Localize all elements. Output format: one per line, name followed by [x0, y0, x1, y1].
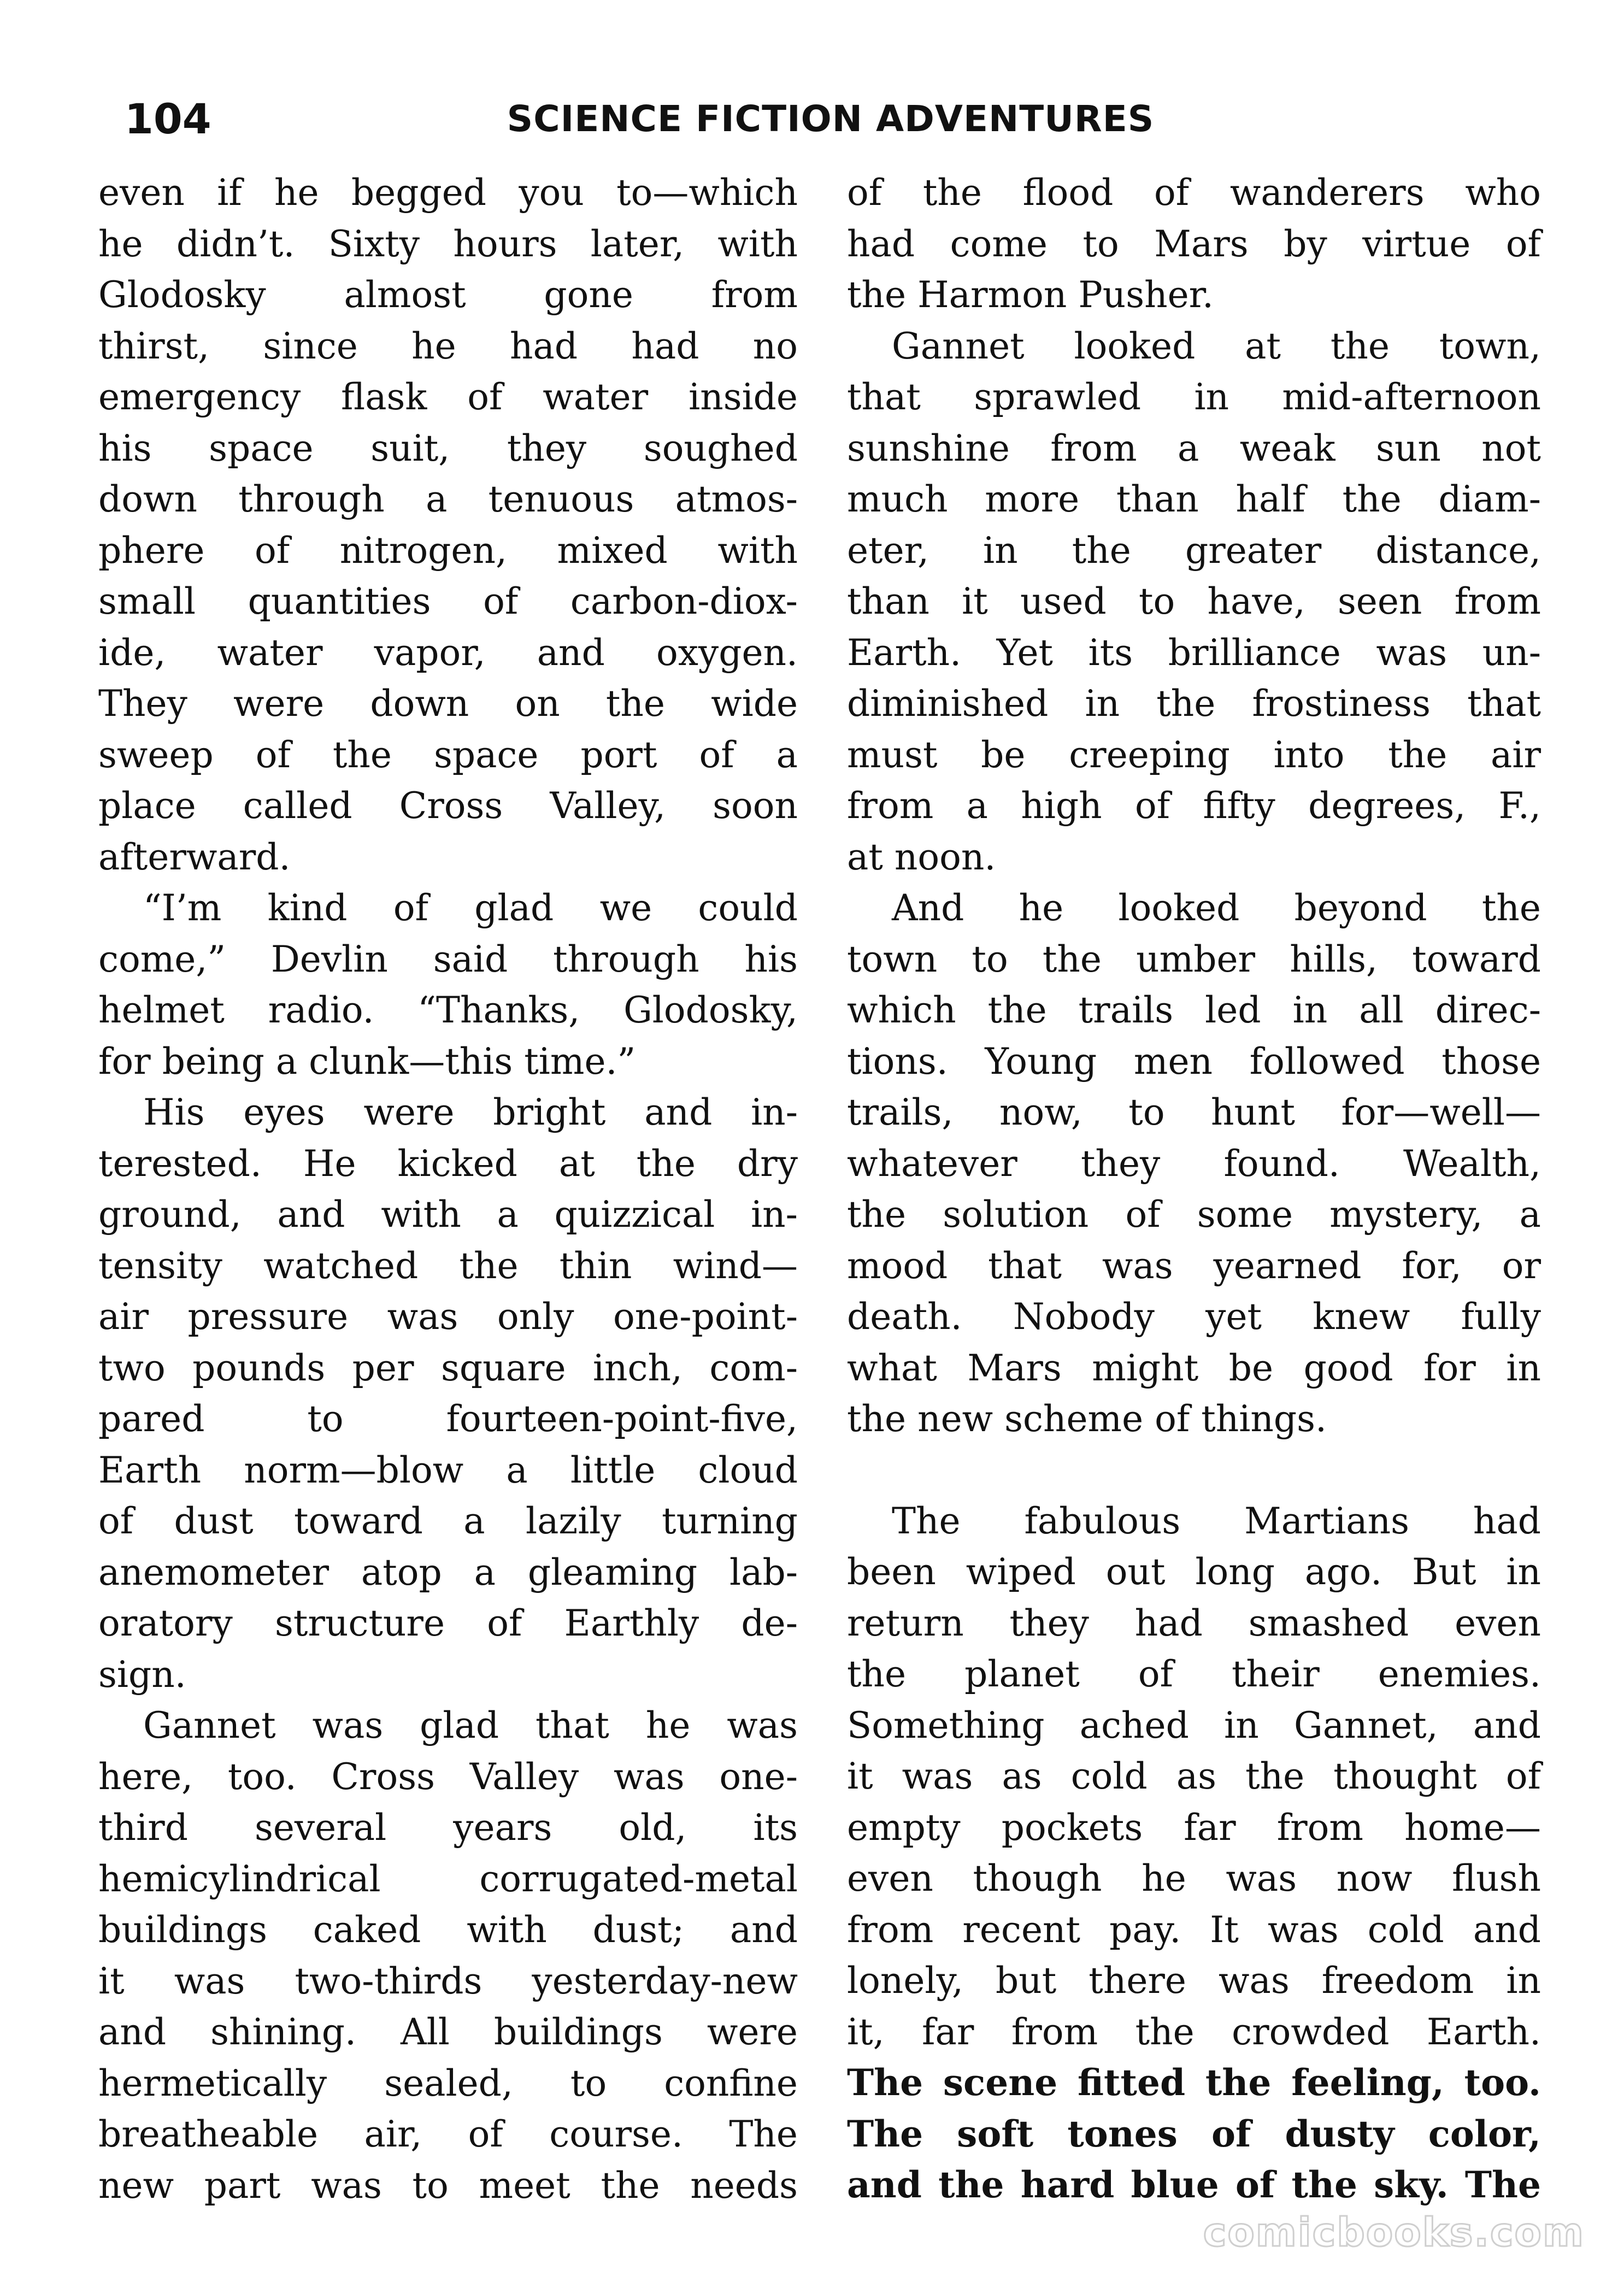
text-line: for being a clunk—this time.” [98, 1040, 636, 1083]
text-line: helmet radio. “Thanks, Glodosky, [98, 989, 798, 1031]
text-line: sign. [98, 1653, 186, 1696]
text-line: the new scheme of things. [847, 1398, 1327, 1440]
text-line: anemometer atop a gleaming lab- [98, 1551, 798, 1593]
watermark-logo [1186, 2208, 1585, 2257]
watermark [1186, 2208, 1585, 2257]
watermark-text: comicbooks.com [1203, 2209, 1585, 2255]
text-line: ground, and with a quizzical in- [98, 1193, 798, 1236]
text-line: Something ached in Gannet, and [847, 1704, 1541, 1746]
text-line: lonely, but there was freedom in [847, 1960, 1541, 2002]
text-line: here, too. Cross Valley was one- [98, 1755, 798, 1798]
text-line: been wiped out long ago. But in [847, 1551, 1541, 1593]
text-line: he didn’t. Sixty hours later, with [98, 222, 798, 265]
right-column [847, 167, 1546, 2211]
text-line: than it used to have, seen from [847, 580, 1541, 622]
text-line: and shining. All buildings were [98, 2011, 798, 2053]
text-line: two pounds per square inch, com- [98, 1346, 798, 1389]
text-line: small quantities of carbon-diox- [98, 580, 798, 622]
text-line: diminished in the frostiness that [847, 683, 1541, 725]
text-line: buildings caked with dust; and [98, 1909, 798, 1951]
text-line: air pressure was only one-point- [98, 1296, 798, 1338]
text-line: must be creeping into the air [847, 733, 1541, 776]
text-line: of the flood of wanderers who [847, 172, 1541, 214]
left-column [98, 167, 798, 2211]
text-line: whatever they found. Wealth, [847, 1142, 1541, 1185]
text-line: pared to fourteen-point-five, [98, 1398, 798, 1440]
text-line: return they had smashed even [847, 1602, 1541, 1644]
text-line: down through a tenuous atmos- [98, 478, 798, 520]
text-line: even though he was now flush [847, 1857, 1541, 1899]
text-line: tions. Young men followed those [847, 1040, 1541, 1083]
text-line: place called Cross Valley, soon [98, 785, 798, 827]
text-line: mood that was yearned for, or [847, 1244, 1541, 1287]
text-line: Gannet looked at the town, [892, 325, 1541, 367]
text-line: empty pockets far from home— [847, 1806, 1541, 1849]
text-line: hemicylindrical corrugated-metal [98, 1857, 798, 1900]
text-line: His eyes were bright and in- [143, 1091, 798, 1133]
text-line: that sprawled in mid-afternoon [847, 376, 1541, 418]
text-line: much more than half the diam- [847, 478, 1541, 520]
page-number: 104 [125, 95, 211, 143]
text-line: And he looked beyond the [892, 887, 1541, 929]
text-line: of dust toward a lazily turning [98, 1500, 798, 1542]
text-line: it, far from the crowded Earth. [847, 2010, 1541, 2053]
text-line: even if he begged you to—which [98, 172, 798, 214]
text-line: terested. He kicked at the dry [98, 1142, 798, 1185]
text-line: Glodosky almost gone from [98, 274, 798, 316]
text-line: third several years old, its [98, 1807, 798, 1849]
text-line: the solution of some mystery, a [847, 1193, 1541, 1236]
text-line: “I’m kind of glad we could [143, 887, 798, 929]
text-line: the planet of their enemies. [847, 1653, 1541, 1695]
text-line: from recent pay. It was cold and [847, 1908, 1541, 1951]
text-line: The fabulous Martians had [892, 1499, 1541, 1542]
text-line: Gannet was glad that he was [143, 1704, 798, 1746]
text-line: town to the umber hills, toward [847, 938, 1541, 980]
text-line: it was two-thirds yesterday-new [98, 1960, 798, 2002]
text-line: The scene fitted the feeling, too. [847, 2061, 1541, 2104]
text-line: oratory structure of Earthly de- [98, 1602, 798, 1644]
text-line: afterward. [98, 836, 291, 878]
text-line: come,” Devlin said through his [98, 938, 798, 980]
text-line: sunshine from a weak sun not [847, 427, 1541, 469]
page-header [0, 92, 1624, 152]
text-line: The soft tones of dusty color, [847, 2112, 1541, 2155]
text-line: emergency flask of water inside [98, 376, 798, 418]
text-line: new part was to meet the needs [98, 2164, 798, 2207]
text-line: and the hard blue of the sky. The [847, 2163, 1541, 2206]
text-line: the Harmon Pusher. [847, 274, 1214, 316]
text-line: tensity watched the thin wind— [98, 1244, 798, 1287]
text-line: Earth norm—blow a little cloud [98, 1449, 798, 1491]
text-line: breatheable air, of course. The [98, 2113, 798, 2155]
text-line: trails, now, to hunt for—well— [847, 1091, 1541, 1133]
text-line: thirst, since he had had no [98, 325, 798, 367]
text-line: phere of nitrogen, mixed with [98, 529, 798, 572]
text-line: what Mars might be good for in [847, 1346, 1541, 1389]
running-head: SCIENCE FICTION ADVENTURES [507, 98, 1155, 140]
text-line: death. Nobody yet knew fully [847, 1296, 1541, 1338]
text-line: his space suit, they soughed [98, 427, 798, 469]
text-line: sweep of the space port of a [98, 733, 798, 776]
text-line: had come to Mars by virtue of [847, 222, 1541, 265]
text-line: ide, water vapor, and oxygen. [98, 631, 798, 674]
text-line: from a high of fifty degrees, F., [847, 785, 1541, 827]
text-line: eter, in the greater distance, [847, 529, 1541, 572]
text-line: it was as cold as the thought of [847, 1755, 1541, 1797]
text-line: which the trails led in all direc- [847, 989, 1541, 1031]
text-line: They were down on the wide [98, 683, 798, 725]
text-line: hermetically sealed, to confine [98, 2062, 798, 2104]
text-line: at noon. [847, 836, 996, 878]
text-line: Earth. Yet its brilliance was un- [847, 631, 1541, 674]
